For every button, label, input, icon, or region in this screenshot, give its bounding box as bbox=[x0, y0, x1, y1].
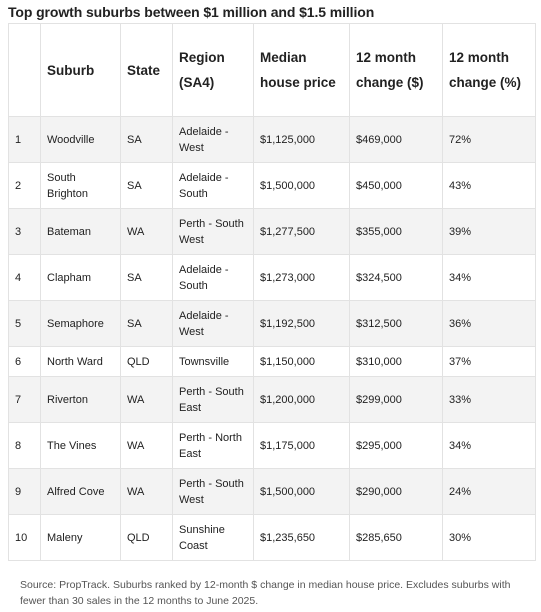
state-cell: WA bbox=[121, 423, 173, 469]
change-cell: $355,000 bbox=[350, 209, 443, 255]
suburb-cell: Maleny bbox=[41, 515, 121, 561]
table-row bbox=[9, 347, 536, 377]
table-row bbox=[9, 209, 536, 255]
region-cell: Adelaide - South bbox=[173, 255, 254, 301]
table-row bbox=[9, 255, 536, 301]
state-cell: WA bbox=[121, 209, 173, 255]
percent-cell: 36% bbox=[443, 301, 536, 347]
suburb-cell: North Ward bbox=[41, 347, 121, 377]
percent-cell: 30% bbox=[443, 515, 536, 561]
header-rank bbox=[9, 24, 41, 117]
table-row bbox=[9, 163, 536, 209]
price-cell: $1,500,000 bbox=[254, 163, 350, 209]
suburb-cell: Clapham bbox=[41, 255, 121, 301]
percent-cell: 34% bbox=[443, 423, 536, 469]
header-row bbox=[9, 24, 536, 117]
rank-cell: 5 bbox=[9, 301, 41, 347]
suburb-cell: South Brighton bbox=[41, 163, 121, 209]
state-cell: SA bbox=[121, 255, 173, 301]
price-cell: $1,500,000 bbox=[254, 469, 350, 515]
table-row bbox=[9, 515, 536, 561]
rank-cell: 3 bbox=[9, 209, 41, 255]
rank-cell: 1 bbox=[9, 117, 41, 163]
percent-cell: 39% bbox=[443, 209, 536, 255]
region-cell: Perth - South East bbox=[173, 377, 254, 423]
state-cell: SA bbox=[121, 301, 173, 347]
price-cell: $1,235,650 bbox=[254, 515, 350, 561]
change-cell: $295,000 bbox=[350, 423, 443, 469]
rank-cell: 10 bbox=[9, 515, 41, 561]
suburb-cell: The Vines bbox=[41, 423, 121, 469]
region-cell: Perth - North East bbox=[173, 423, 254, 469]
suburb-cell: Semaphore bbox=[41, 301, 121, 347]
suburb-cell: Alfred Cove bbox=[41, 469, 121, 515]
header-median-price: Median house price bbox=[254, 24, 350, 117]
percent-cell: 24% bbox=[443, 469, 536, 515]
change-cell: $324,500 bbox=[350, 255, 443, 301]
rank-cell: 2 bbox=[9, 163, 41, 209]
change-cell: $299,000 bbox=[350, 377, 443, 423]
percent-cell: 43% bbox=[443, 163, 536, 209]
table-row bbox=[9, 117, 536, 163]
growth-suburbs-table bbox=[8, 23, 536, 561]
table-body bbox=[9, 117, 536, 561]
change-cell: $285,650 bbox=[350, 515, 443, 561]
state-cell: QLD bbox=[121, 515, 173, 561]
rank-cell: 4 bbox=[9, 255, 41, 301]
table-title: Top growth suburbs between $1 million and $1.5 million bbox=[8, 4, 375, 20]
source-note: Source: PropTrack. Suburbs ranked by 12-month $ change in median house price. Excludes suburbs with fewer than 30 sales in the 12 months to June 2025. bbox=[20, 579, 511, 607]
price-cell: $1,175,000 bbox=[254, 423, 350, 469]
rank-cell: 7 bbox=[9, 377, 41, 423]
region-cell: Adelaide - South bbox=[173, 163, 254, 209]
region-cell: Perth - South West bbox=[173, 209, 254, 255]
table-row bbox=[9, 301, 536, 347]
rank-cell: 8 bbox=[9, 423, 41, 469]
rank-cell: 9 bbox=[9, 469, 41, 515]
header-state: State bbox=[121, 24, 173, 117]
region-cell: Townsville bbox=[173, 347, 254, 377]
percent-cell: 37% bbox=[443, 347, 536, 377]
header-change-percent: 12 month change (%) bbox=[443, 24, 536, 117]
price-cell: $1,200,000 bbox=[254, 377, 350, 423]
table-header bbox=[9, 24, 536, 117]
change-cell: $469,000 bbox=[350, 117, 443, 163]
price-cell: $1,150,000 bbox=[254, 347, 350, 377]
region-cell: Adelaide - West bbox=[173, 117, 254, 163]
table-row bbox=[9, 469, 536, 515]
suburb-cell: Riverton bbox=[41, 377, 121, 423]
suburb-cell: Woodville bbox=[41, 117, 121, 163]
price-cell: $1,277,500 bbox=[254, 209, 350, 255]
change-cell: $310,000 bbox=[350, 347, 443, 377]
table-row bbox=[9, 377, 536, 423]
percent-cell: 34% bbox=[443, 255, 536, 301]
header-change-dollars: 12 month change ($) bbox=[350, 24, 443, 117]
table-row bbox=[9, 423, 536, 469]
change-cell: $290,000 bbox=[350, 469, 443, 515]
rank-cell: 6 bbox=[9, 347, 41, 377]
header-region: Region (SA4) bbox=[173, 24, 254, 117]
percent-cell: 33% bbox=[443, 377, 536, 423]
percent-cell: 72% bbox=[443, 117, 536, 163]
price-cell: $1,192,500 bbox=[254, 301, 350, 347]
change-cell: $450,000 bbox=[350, 163, 443, 209]
region-cell: Perth - South West bbox=[173, 469, 254, 515]
state-cell: WA bbox=[121, 377, 173, 423]
state-cell: WA bbox=[121, 469, 173, 515]
price-cell: $1,125,000 bbox=[254, 117, 350, 163]
price-cell: $1,273,000 bbox=[254, 255, 350, 301]
change-cell: $312,500 bbox=[350, 301, 443, 347]
state-cell: SA bbox=[121, 117, 173, 163]
header-suburb: Suburb bbox=[41, 24, 121, 117]
region-cell: Sunshine Coast bbox=[173, 515, 254, 561]
state-cell: SA bbox=[121, 163, 173, 209]
suburb-cell: Bateman bbox=[41, 209, 121, 255]
state-cell: QLD bbox=[121, 347, 173, 377]
region-cell: Adelaide - West bbox=[173, 301, 254, 347]
